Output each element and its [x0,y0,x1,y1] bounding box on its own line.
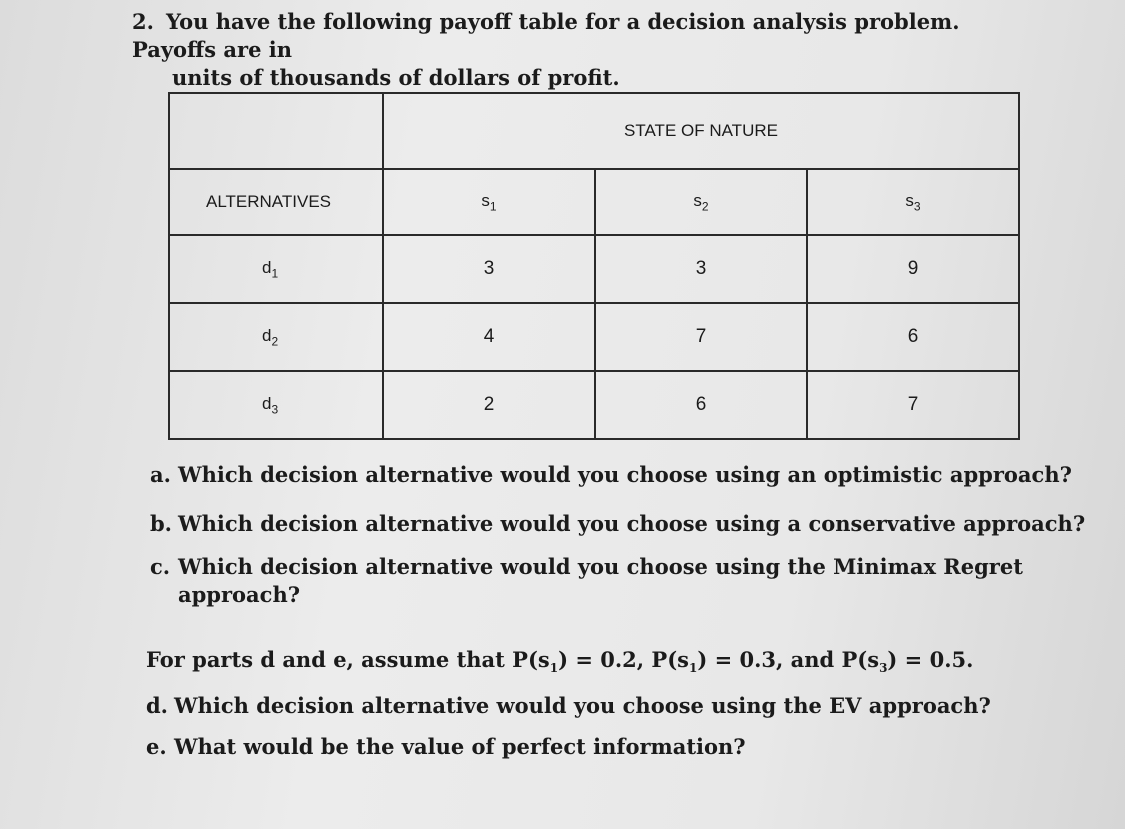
table-row-d3 [169,371,1019,439]
alternative-d1: $d_1$ [169,235,383,303]
part-b [150,510,1085,538]
part-c-text-line1: Which decision alternative would you choose using the Minimax Regret [178,554,1023,579]
state-s1-header: $s_1$ [383,169,595,235]
part-a-label: a. [150,462,171,487]
part-b-text: Which decision alternative would you choose using a conservative approach? [178,511,1086,536]
part-c-text-line2: approach? [178,582,301,607]
question-text-line2: units of thousands of dollars of profit. [172,65,620,90]
part-b-label: b. [150,511,172,536]
payoff-d2-s1: 4 [383,303,595,371]
table-row-d1 [169,235,1019,303]
table-header-row [169,93,1019,169]
part-e-text: What would be the value of perfect information? [174,734,746,759]
probability-assumption: For parts d and e, assume that $P(s_1) = 0.2$, $P(s_1) = 0.3$, and $P(s_3) = 0.5$. [146,647,974,676]
payoff-d3-s3: 7 [807,371,1019,439]
payoff-table [168,92,1020,440]
state-of-nature-header: STATE OF NATURE [383,93,1019,169]
state-s3-header: $s_3$ [807,169,1019,235]
alternatives-header: ALTERNATIVES [169,169,383,235]
part-a-text: Which decision alternative would you choose using an optimistic approach? [178,462,1072,487]
question-number: 2. [132,9,154,34]
part-d-label: d. [146,693,168,718]
question-text-line1: You have the following payoff table for a decision analysis problem. Payoffs are in [132,9,960,62]
states-row [169,169,1019,235]
table-row-d2 [169,303,1019,371]
payoff-d1-s3: 9 [807,235,1019,303]
part-c [150,553,1030,609]
payoff-d2-s2: 7 [595,303,807,371]
alternative-d2: $d_2$ [169,303,383,371]
part-e-label: e. [146,734,167,759]
empty-corner-cell [169,93,383,169]
payoff-d3-s1: 2 [383,371,595,439]
payoff-d2-s3: 6 [807,303,1019,371]
state-s2-header: $s_2$ [595,169,807,235]
payoff-d3-s2: 6 [595,371,807,439]
alternative-d3: $d_3$ [169,371,383,439]
part-d-text: Which decision alternative would you choose using the EV approach? [174,693,991,718]
part-c-label: c. [150,554,171,579]
part-e [146,733,746,761]
payoff-d1-s2: 3 [595,235,807,303]
question-heading [132,8,1032,92]
part-d [146,692,991,720]
payoff-d1-s1: 3 [383,235,595,303]
part-a [150,461,1072,489]
